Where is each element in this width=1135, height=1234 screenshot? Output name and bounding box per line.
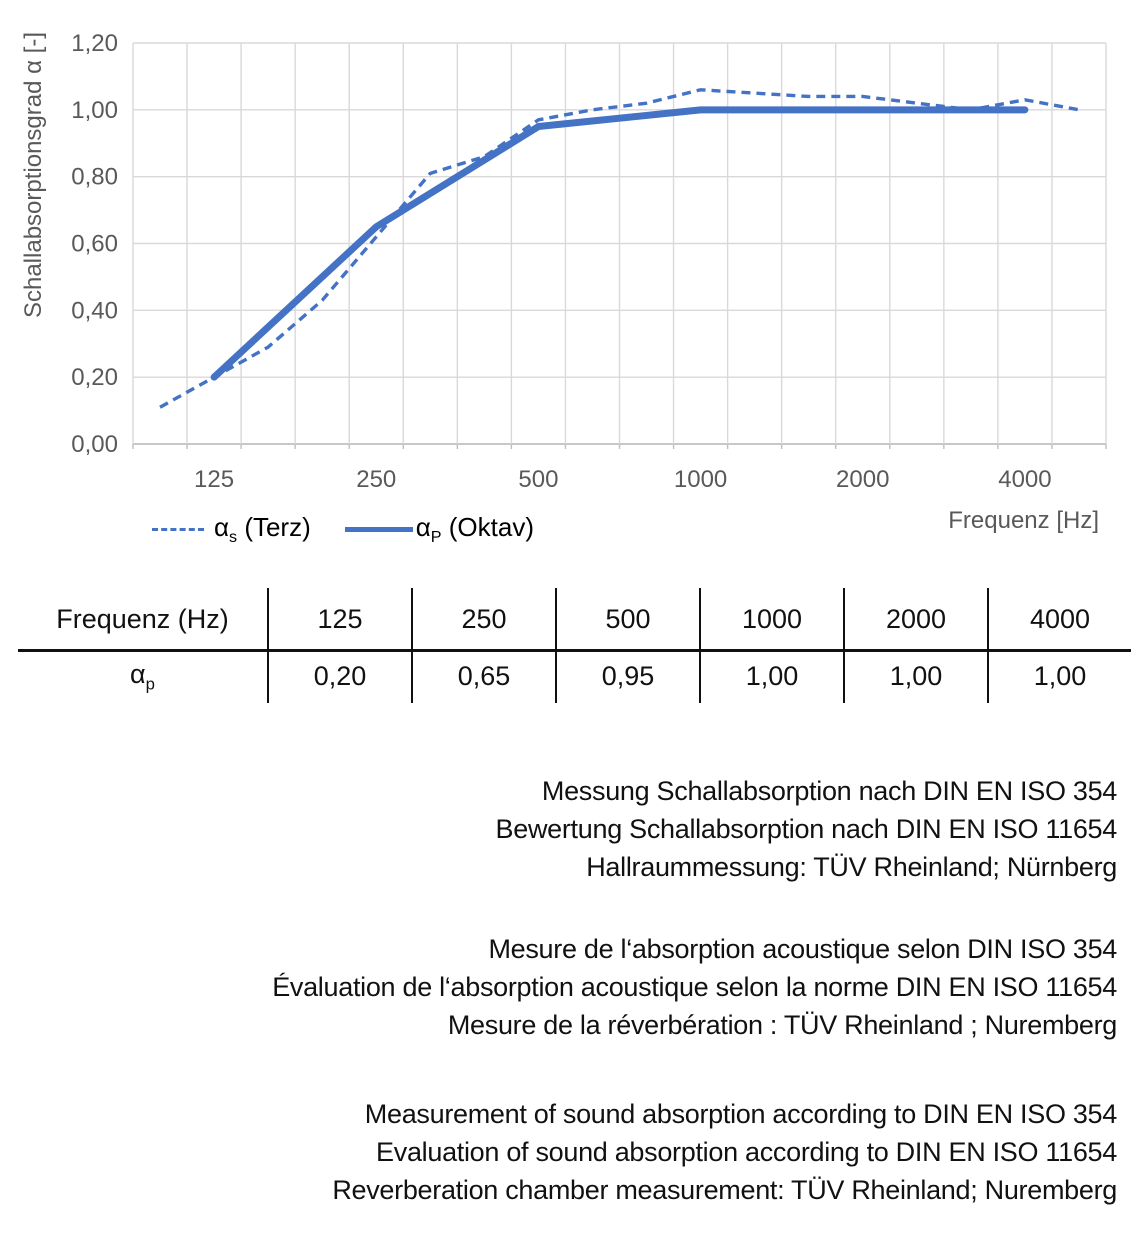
- svg-text:125: 125: [194, 466, 235, 493]
- svg-text:0,00: 0,00: [71, 431, 118, 458]
- table-header-cell: 500: [605, 603, 651, 634]
- table-header-frequency: Frequenz (Hz): [56, 603, 229, 634]
- table-header-cell: 125: [317, 603, 363, 634]
- notes-english: [18, 1095, 1117, 1209]
- table-value-cell: 0,95: [601, 661, 655, 691]
- absorption-table: [18, 588, 1131, 703]
- note-line: Measurement of sound absorption according to DIN EN ISO 354: [364, 1099, 1117, 1129]
- svg-text:500: 500: [518, 466, 559, 493]
- table-header-rule: [18, 649, 1131, 652]
- svg-text:2000: 2000: [836, 466, 890, 493]
- note-line: Mesure de l‘absorption acoustique selon DIN ISO 354: [488, 934, 1117, 964]
- table-value-cell: 1,00: [1033, 661, 1087, 691]
- dashed-line-sample-icon: [152, 528, 204, 531]
- note-line: Évaluation de l‘absorption acoustique selon la norme DIN EN ISO 11654: [272, 972, 1117, 1002]
- table-column-500: [555, 588, 699, 703]
- table-value-cell: 1,00: [745, 661, 799, 691]
- note-line: Mesure de la réverbération : TÜV Rheinland ; Nuremberg: [447, 1010, 1117, 1040]
- svg-text:0,40: 0,40: [71, 297, 118, 325]
- table-header-cell: 1000: [741, 603, 803, 634]
- svg-text:0,80: 0,80: [71, 163, 118, 191]
- table-column-250: [411, 588, 555, 703]
- note-line: Evaluation of sound absorption according to DIN EN ISO 11654: [376, 1137, 1117, 1167]
- legend-item-oktav: [345, 512, 534, 547]
- svg-text:0,20: 0,20: [71, 364, 118, 392]
- svg-text:1,00: 1,00: [71, 96, 118, 124]
- absorption-chart: [0, 0, 1135, 560]
- svg-text:1,20: 1,20: [71, 30, 118, 57]
- svg-text:0,60: 0,60: [71, 230, 118, 258]
- table-header-cell: 4000: [1029, 603, 1091, 634]
- table-header-cell: 2000: [885, 603, 947, 634]
- legend-label-oktav: $\alpha_P$ (Oktav): [415, 512, 534, 547]
- table-value-cell: 0,65: [457, 661, 511, 691]
- legend-label-terz: $\alpha_s$ (Terz): [214, 512, 311, 547]
- note-line: Bewertung Schallabsorption nach DIN EN ISO 11654: [495, 814, 1117, 844]
- table-row-label-alpha-p: $\alpha_p$: [130, 658, 155, 694]
- svg-text:1000: 1000: [673, 466, 728, 493]
- note-line: Hallraummessung: TÜV Rheinland; Nürnberg: [586, 852, 1117, 882]
- x-axis-title: Frequenz [Hz]: [948, 507, 1099, 534]
- table-header-cell: 250: [461, 603, 507, 634]
- legend-item-terz: [152, 512, 311, 547]
- table-column-label: [18, 588, 267, 703]
- note-line: Reverberation chamber measurement: TÜV Rheinland; Nuremberg: [332, 1175, 1117, 1205]
- table-value-cell: 1,00: [889, 661, 943, 691]
- svg-text:250: 250: [356, 466, 397, 493]
- table-value-cell: 0,20: [313, 661, 367, 691]
- solid-line-sample-icon: [345, 527, 413, 532]
- svg-text:4000: 4000: [998, 466, 1052, 493]
- table-column-4000: [987, 588, 1131, 703]
- chart-legend: [152, 512, 534, 547]
- y-axis-title: Schallabsorptionsgrad α [-]: [20, 31, 47, 319]
- table-column-125: [267, 588, 411, 703]
- table-column-2000: [843, 588, 987, 703]
- notes-german: [18, 772, 1117, 886]
- table-column-1000: [699, 588, 843, 703]
- note-line: Messung Schallabsorption nach DIN EN ISO 354: [541, 776, 1117, 806]
- notes-french: [18, 930, 1117, 1044]
